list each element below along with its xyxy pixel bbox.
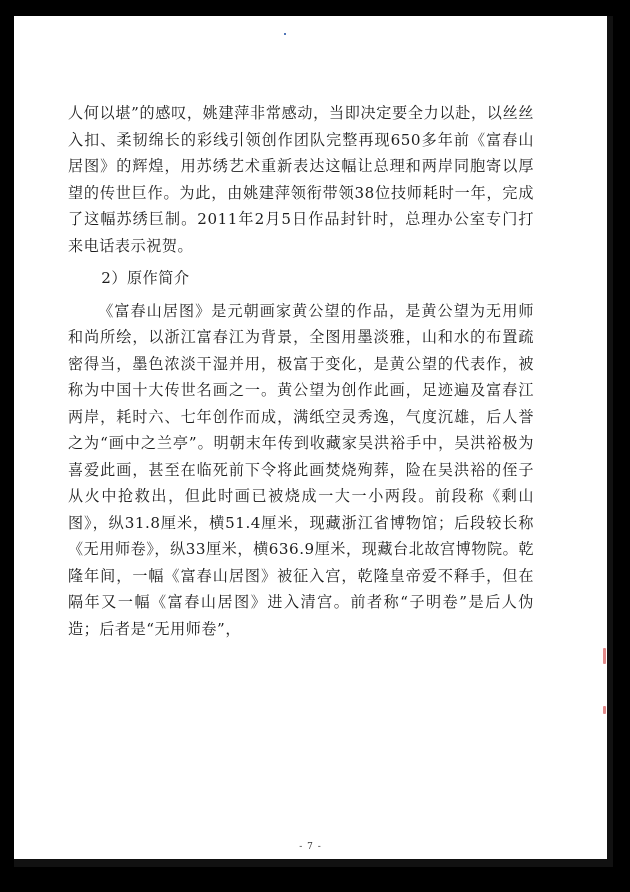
paragraph-continued: 人何以堪”的感叹，姚建萍非常感动，当即决定要全力以赴，以丝丝入扣、柔韧绵长的彩线引领创作团队完整再现650多年前《富春山居图》的辉煌，用苏绣艺术重新表达这幅让总理和两岸同胞寄以厚望的传世巨作。为此，由姚建萍领衔带领38位技师耗时一年，完成了这幅苏绣巨制。2011年2月5日作品封针时，总理办公室专门打来电话表示祝贺。 (68, 104, 534, 255)
page-number: - 7 - (299, 842, 322, 852)
red-stamp-mark (603, 706, 606, 714)
body-text (68, 100, 534, 642)
scan-dot (284, 33, 286, 35)
paragraph-original-work: 《富春山居图》是元朝画家黄公望的作品，是黄公望为无用师和尚所绘，以浙江富春江为背景，全图用墨淡雅，山和水的布置疏密得当，墨色浓淡干湿并用，极富于变化，是黄公望的代表作，被称为中国十大传世名画之一。黄公望为创作此画，足迹遍及富春江两岸，耗时六、七年创作而成，满纸空灵秀逸，气度沉雄，后人誉之为“画中之兰亭”。明朝末年传到收藏家吴洪裕手中，吴洪裕极为喜爱此画，甚至在临死前下令将此画焚烧殉葬，险在吴洪裕的侄子从火中抢救出，但此时画已被烧成一大一小两段。前段称《剩山图》，纵31.8厘米，横51.4厘米，现藏浙江省博物馆；后段较长称《无用师卷》，纵33厘米，横636.9厘米，现藏台北故宫博物院。乾隆年间，一幅《富春山居图》被征入宫，乾隆皇帝爱不释手，但在隔年又一幅《富春山居图》进入清宫。前者称“子明卷”是后人伪造；后者是“无用师卷”， (68, 301, 534, 638)
document-page (14, 16, 613, 867)
section-heading: 2）原作简介 (101, 269, 190, 287)
red-stamp-mark (603, 648, 606, 664)
